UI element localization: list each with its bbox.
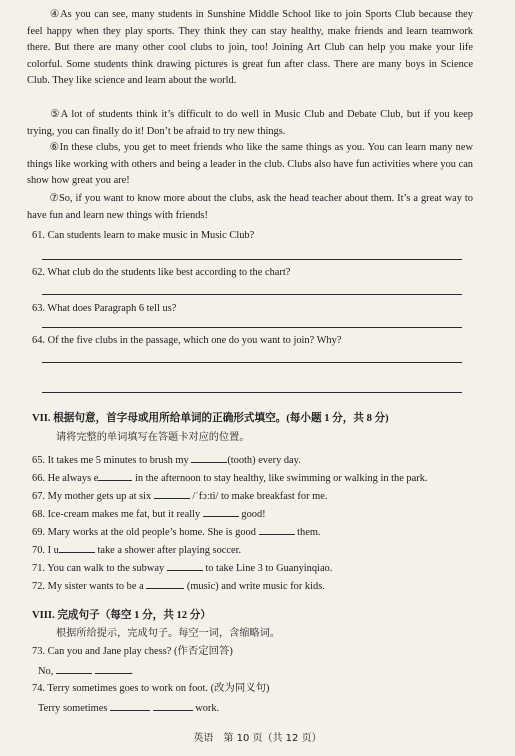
item-70: 70. I u take a shower after playing soccer. bbox=[32, 542, 241, 557]
answer-74: Terry sometimes work. bbox=[38, 700, 219, 714]
question-73: 73. Can you and Jane play chess? (作否定回答) bbox=[32, 646, 233, 657]
section-7-instruction: 请将完整的单词填写在答题卡对应的位置。 bbox=[56, 432, 250, 443]
blank-65[interactable] bbox=[191, 452, 227, 463]
blank-66[interactable] bbox=[98, 470, 132, 481]
question-63: 63. What does Paragraph 6 tell us? bbox=[32, 303, 177, 314]
blank-74a[interactable] bbox=[110, 700, 150, 711]
blank-74b[interactable] bbox=[153, 700, 193, 711]
answer-line-63[interactable] bbox=[42, 327, 462, 328]
section-8-title: VIII. 完成句子（每空 1 分，共 12 分） bbox=[32, 610, 211, 621]
blank-67[interactable] bbox=[154, 488, 190, 499]
blank-70[interactable] bbox=[59, 542, 95, 553]
answer-line-62[interactable] bbox=[42, 294, 462, 295]
blank-71[interactable] bbox=[167, 560, 203, 571]
question-62: 62. What club do the students like best according to the chart? bbox=[32, 267, 291, 278]
page-footer: 英语 第 10 页（共 12 页） bbox=[193, 733, 322, 744]
blank-68[interactable] bbox=[203, 506, 239, 517]
section-8-instruction: 根据所给提示，完成句子。每空一词，含缩略词。 bbox=[56, 628, 281, 639]
item-69: 69. Mary works at the old people’s home. She is good them. bbox=[32, 524, 321, 539]
paragraph-7: ⑦So, if you want to know more about the clubs, ask the head teacher about them. It’s a great way to have fun and learn new things with friends! bbox=[27, 193, 473, 221]
paragraph-4: ④As you can see, many students in Sunshine Middle School like to join Sports Club because they feel happy when they play sports. They think they can stay healthy, make friends and learn teamwork there. But there are many other cool clubs to join, too! Joining Art Club can help you make your life colorful. Some students think drawing pictures is great fun after class. There are many boys in Science Club. They like science and learn about the world. bbox=[27, 9, 473, 87]
blank-73a[interactable] bbox=[56, 663, 92, 674]
item-68: 68. Ice-cream makes me fat, but it really good! bbox=[32, 506, 266, 521]
answer-73: No, . bbox=[38, 663, 133, 677]
question-64: 64. Of the five clubs in the passage, which one do you want to join? Why? bbox=[32, 335, 342, 346]
blank-73b[interactable] bbox=[95, 663, 131, 674]
answer-line-61[interactable] bbox=[42, 259, 462, 260]
item-66: 66. He always e in the afternoon to stay healthy, like swimming or walking in the park. bbox=[32, 470, 427, 485]
paragraph-6: ⑥In these clubs, you get to meet friends who like the same things as you. You can learn many new things like working with others and being a leader in the club. Clubs also have fun activities where you can show how great you are! bbox=[27, 142, 473, 187]
answer-line-64a[interactable] bbox=[42, 362, 462, 363]
paragraph-5: ⑤A lot of students think it’s difficult to do well in Music Club and Debate Club, but if you keep trying, you can finally do it! Don’t be afraid to try new things. bbox=[27, 109, 473, 137]
item-71: 71. You can walk to the subway to take Line 3 to Guanyinqiao. bbox=[32, 560, 332, 575]
blank-69[interactable] bbox=[259, 524, 295, 535]
item-65: 65. It takes me 5 minutes to brush my (tooth) every day. bbox=[32, 452, 301, 467]
section-7-title: VII. 根据句意，首字母或用所给单词的正确形式填空。(每小题 1 分，共 8 分) bbox=[32, 413, 389, 424]
question-74: 74. Terry sometimes goes to work on foot. (改为同义句) bbox=[32, 683, 270, 694]
question-61: 61. Can students learn to make music in Music Club? bbox=[32, 230, 255, 241]
item-67: 67. My mother gets up at six /ˈfɔːti/ to make breakfast for me. bbox=[32, 488, 327, 503]
answer-line-64b[interactable] bbox=[42, 392, 462, 393]
item-72: 72. My sister wants to be a (music) and write music for kids. bbox=[32, 578, 325, 593]
blank-72[interactable] bbox=[146, 578, 184, 589]
